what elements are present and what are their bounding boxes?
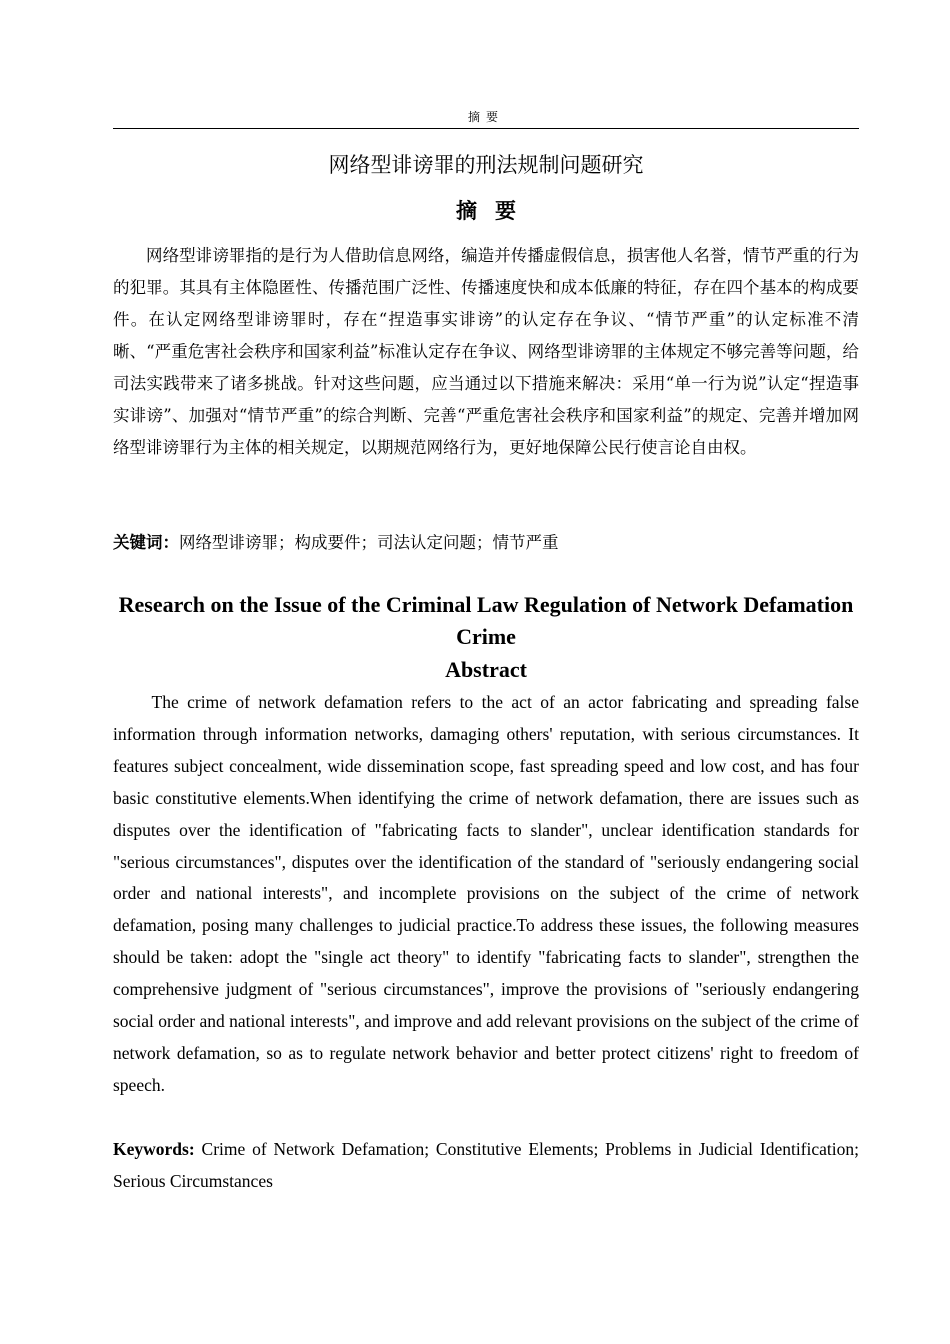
- english-title: Research on the Issue of the Criminal Law Regulation of Network Defamation Crime: [118, 592, 854, 649]
- english-keywords-label: Keywords:: [113, 1139, 195, 1159]
- chinese-keywords-text: 网络型诽谤罪；构成要件；司法认定问题；情节严重: [179, 533, 559, 552]
- chinese-keywords: [113, 528, 859, 558]
- chinese-abstract-heading: 摘要: [456, 199, 534, 223]
- chinese-abstract-body: 网络型诽谤罪指的是行为人借助信息网络，编造并传播虚假信息，损害他人名誉，情节严重的行为的犯罪。其具有主体隐匿性、传播范围广泛性、传播速度快和成本低廉的特征，存在四个基本的构成要件。在认定网络型诽谤罪时，存在“捏造事实诽谤”的认定存在争议、“情节严重”的认定标准不清晰、“严重危害社会秩序和国家利益”标准认定存在争议、网络型诽谤罪的主体规定不够完善等问题，给司法实践带来了诸多挑战。针对这些问题，应当通过以下措施来解决：采用“单一行为说”认定“捏造事实诽谤”、加强对“情节严重”的综合判断、完善“严重危害社会秩序和国家利益”的规定、完善并增加网络型诽谤罪行为主体的相关规定，以期规范网络行为，更好地保障公民行使言论自由权。: [113, 246, 859, 457]
- chinese-keywords-label: 关键词：: [113, 533, 179, 552]
- header-rule: [113, 128, 859, 129]
- running-header: 摘要: [467, 110, 504, 124]
- english-keywords: [113, 1134, 859, 1198]
- english-keywords-text: Crime of Network Defamation; Constitutive Elements; Problems in Judicial Identification; Serious Circumstances: [113, 1139, 859, 1191]
- chinese-title: 网络型诽谤罪的刑法规制问题研究: [328, 153, 644, 177]
- english-abstract-heading: Abstract: [445, 657, 527, 682]
- english-abstract-body: The crime of network defamation refers to the act of an actor fabricating and spreading false information through information networks, damaging others' reputation, with serious circumstances. It features subject concealment, wide dissemination scope, fast spreading speed and low cost, and has four basic constitutive elements.When identifying the crime of network defamation, there are issues such as disputes over the identification of "fabricating facts to slander", unclear identification standards for "serious circumstances", disputes over the identification of the standard of "seriously endangering social order and national interests", and incomplete provisions on the subject of the crime of network defamation, posing many challenges to judicial practice.To address these issues, the following measures should be taken: adopt the "single act theory" to identify "fabricating facts to slander", strengthen the comprehensive judgment of "serious circumstances", improve the provisions of "seriously endangering social order and national interests", and improve and add relevant provisions on the subject of the crime of network defamation, so as to regulate network behavior and better protect citizens' right to freedom of speech.: [113, 692, 859, 1095]
